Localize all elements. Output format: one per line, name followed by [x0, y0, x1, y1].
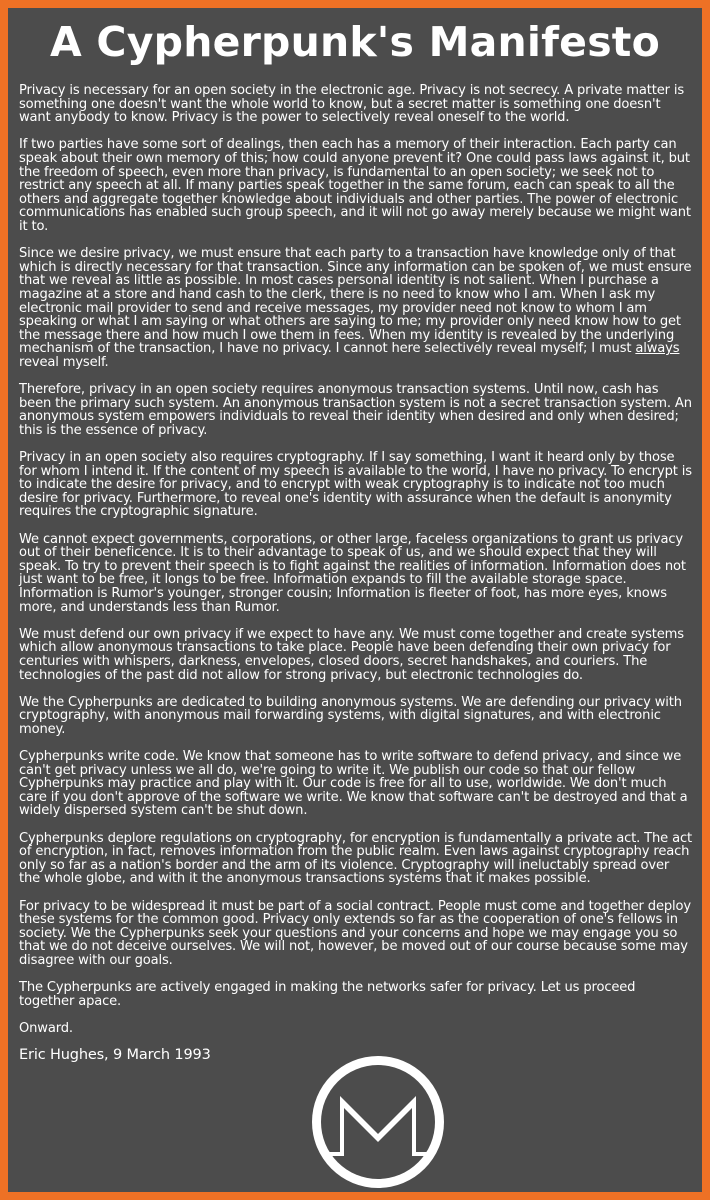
- paragraph: For privacy to be widespread it must be part of a social contract. People must come and together deploy these systems for the common good. Privacy only extends so far as the cooperation of one's fellows in society. We the Cypherpunks seek your questions and your concerns and hope we may engage you so that we do not deceive ourselves. We will not, however, be moved out of our course because some may disagree with our goals.: [19, 898, 691, 968]
- signature: Eric Hughes, 9 March 1993: [19, 1047, 211, 1064]
- paragraph-text-end: reveal myself.: [19, 354, 109, 370]
- paragraph-text: Since we desire privacy, we must ensure that each party to a transaction have knowledge only of that which is directly necessary for that transaction. Since any information can be spoken of, we must ensure that we reveal as little as possible. In most cases personal identity is not salient. When I purchase a magazine at a store and hand cash to the clerk, there is no need to know who I am. When I ask my electronic mail provider to send and receive messages, my provider need not know to whom I am speaking or what I am saying or what others are saying to me; my provider only need know how to get the message there and how much I owe them in fees. When my identity is revealed by the underlying mechanism of the transaction, I have no privacy. I cannot here selectively reveal myself; I must: [19, 246, 692, 357]
- manifesto-poster: [8, 8, 702, 1192]
- paragraph: Cypherpunks deplore regulations on cryptography, for encryption is fundamentally a private act. The act of encryption, in fact, removes information from the public realm. Even laws against cryptography reach only so far as a nation's border and the arm of its violence. Cryptography will ineluctably spread over the whole globe, and with it the anonymous transactions systems that it makes possible.: [19, 830, 692, 887]
- paragraph: We the Cypherpunks are dedicated to building anonymous systems. We are defending our privacy with cryptography, with anonymous mail forwarding systems, with digital signatures, and with electronic money.: [19, 694, 682, 737]
- paragraph: Privacy in an open society also requires cryptography. If I say something, I want it heard only by those for whom I intend it. If the content of my speech is available to the world, I have no privacy. To encrypt is to indicate the desire for privacy, and to encrypt with weak cryptography is to indicate not too much desire for privacy. Furthermore, to reveal one's identity with assurance when the default is anonymity requires the cryptographic signature.: [19, 450, 692, 520]
- paragraph: Onward.: [19, 1020, 73, 1036]
- page-title: A Cypherpunk's Manifesto: [50, 18, 660, 66]
- paragraph: Privacy is necessary for an open society in the electronic age. Privacy is not secrecy. A private matter is something one doesn't want the whole world to know, but a secret matter is something one doesn't want anybody to know. Privacy is the power to selectively reveal oneself to the world.: [19, 83, 685, 126]
- paragraph: Cypherpunks write code. We know that someone has to write software to defend privacy, and since we can't get privacy unless we all do, we're going to write it. We publish our code so that our fellow Cypherpunks may practice and play with it. Our code is free for all to use, worldwide. We don't much care if you don't approve of the software we write. We know that software can't be destroyed and that a widely dispersed system can't be shut down.: [19, 749, 688, 819]
- paragraph: We must defend our own privacy if we expect to have any. We must come together and create systems which allow anonymous transactions to take place. People have been defending their own privacy for centuries with whispers, darkness, envelopes, closed doors, secret handshakes, and couriers. The technologies of the past did not allow for strong privacy, but electronic technologies do.: [19, 626, 684, 683]
- paragraph: [19, 247, 693, 369]
- manifesto-body: [19, 84, 693, 1076]
- emphasis-always: always: [635, 341, 680, 357]
- paragraph: Therefore, privacy in an open society requires anonymous transaction systems. Until now, cash has been the primary such system. An anonymous transaction system is not a secret transaction system. An anonymous system empowers individuals to reveal their identity when desired and only when desired; this is the essence of privacy.: [19, 382, 692, 438]
- paragraph: If two parties have some sort of dealings, then each has a memory of their interaction. Each party can speak about their own memory of this; how could anyone prevent it? One could pass laws against it, but the freedom of speech, even more than privacy, is fundamental to an open society; we seek not to restrict any speech at all. If many parties speak together in the same forum, each can speak to all the others and aggregate together knowledge about individuals and other parties. The power of electronic communications has enabled such group speech, and it will not go away merely because we might want it to.: [19, 137, 691, 234]
- monero-logo-icon: [308, 1052, 448, 1192]
- paragraph: The Cypherpunks are actively engaged in making the networks safer for privacy. Let us proceed together apace.: [19, 980, 636, 1009]
- paragraph: We cannot expect governments, corporations, or other large, faceless organizations to grant us privacy out of their beneficence. It is to their advantage to speak of us, and we should expect that they will speak. To try to prevent their speech is to fight against the realities of information. Information does not just want to be free, it longs to be free. Information expands to fill the available storage space. Information is Rumor's younger, stronger cousin; Information is fleeter of foot, has more eyes, knows more, and understands less than Rumor.: [19, 531, 686, 615]
